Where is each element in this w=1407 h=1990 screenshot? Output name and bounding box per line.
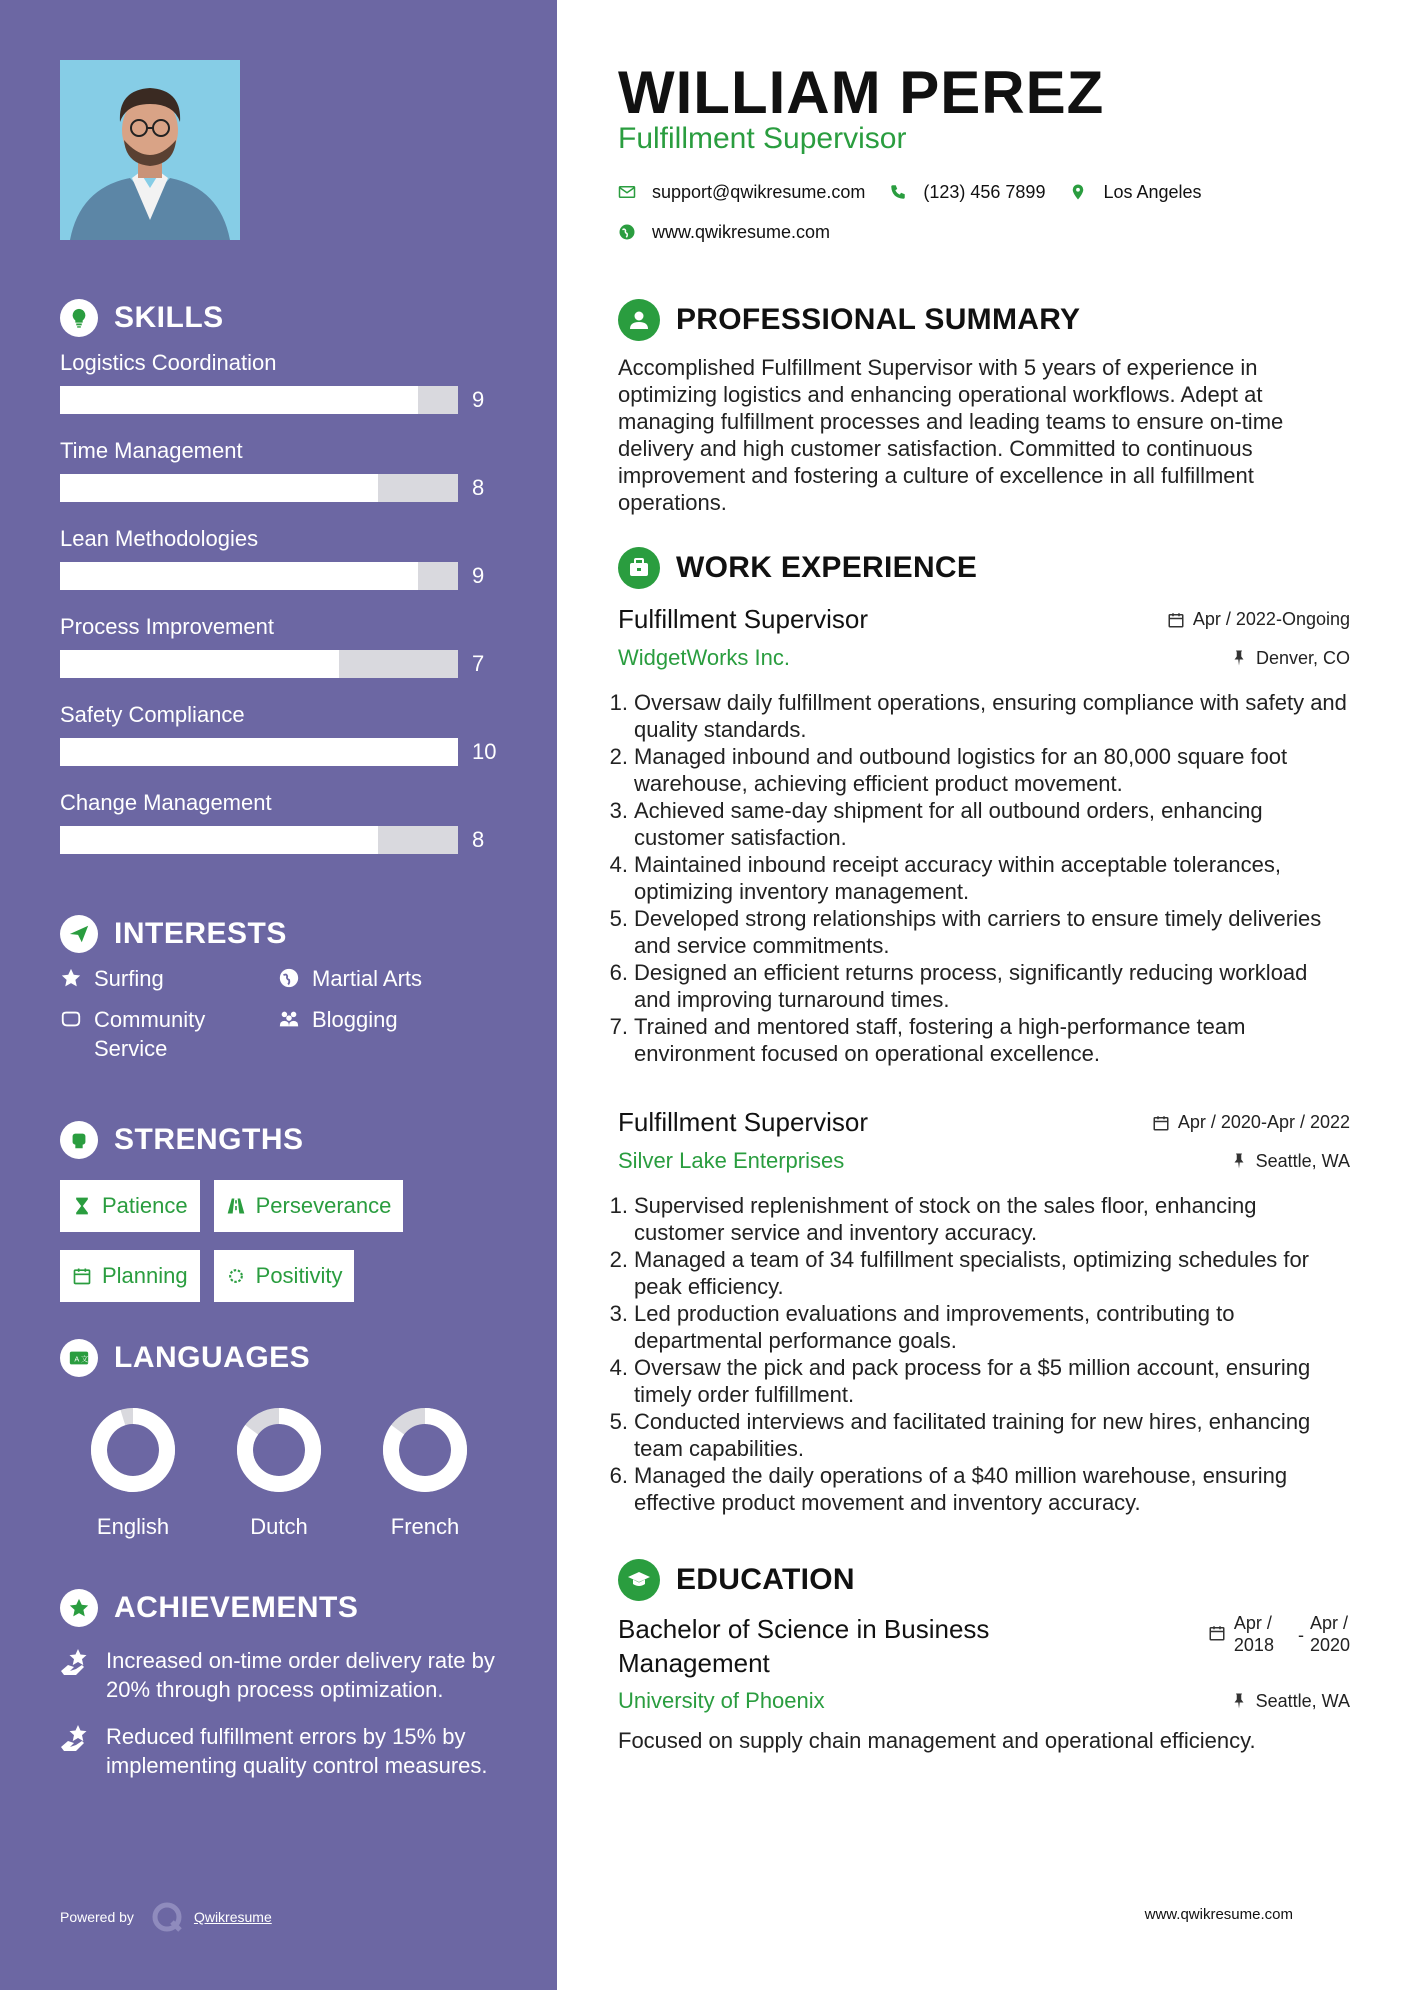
edu-date-dash: -: [1297, 1625, 1304, 1645]
graduation-cap-icon: [618, 1559, 660, 1601]
powered-label: Powered by: [60, 1909, 134, 1925]
pin-icon: [1230, 649, 1256, 667]
education-header: [618, 1558, 1350, 1602]
people-icon: [278, 1008, 300, 1030]
globe-icon: [278, 967, 300, 989]
candidate-name: WILLIAM PEREZ: [618, 59, 1105, 126]
language-item: [60, 1406, 206, 1540]
trophy-hand-icon: [60, 1723, 92, 1753]
strength-chip: [60, 1250, 200, 1302]
duty-number: 3.: [609, 798, 628, 823]
paper-plane-icon: [60, 915, 98, 953]
language-ring-fill: [99, 1416, 167, 1484]
edu-end-year: 2020: [1309, 1635, 1350, 1655]
duty-text: Maintained inbound receipt accuracy within acceptable tolerances, optimizing inventory management.: [634, 852, 1281, 904]
duty-item: [609, 797, 1350, 851]
strength-chip: [214, 1250, 355, 1302]
strengths-header: [60, 1120, 500, 1160]
sidebar: [0, 0, 557, 1990]
strength-chip: [60, 1180, 200, 1232]
briefcase-icon: [618, 547, 660, 589]
duty-item: [609, 959, 1350, 1013]
school-location: [1230, 1691, 1350, 1712]
contact-email[interactable]: [618, 182, 865, 203]
skill-name: Time Management: [60, 438, 243, 463]
duty-number: 7.: [609, 1014, 628, 1039]
skills-title: SKILLS: [114, 301, 224, 334]
achievements-title: ACHIEVEMENTS: [114, 1591, 359, 1624]
qwikresume-logo-icon: [150, 1900, 184, 1934]
skill-level-fill: [60, 650, 339, 678]
duty-number: 6.: [609, 1463, 628, 1488]
job-location: [1230, 648, 1350, 669]
experience-header: [618, 546, 1350, 590]
strengths-list: [60, 1180, 500, 1302]
duty-text: Developed strong relationships with carriers to ensure timely deliveries and service commitments.: [634, 906, 1322, 958]
language-name: English: [96, 1514, 170, 1539]
education-description: Focused on supply chain management and operational efficiency.: [618, 1728, 1256, 1753]
duty-item: [609, 1013, 1350, 1067]
job-title: Fulfillment Supervisor: [618, 604, 868, 634]
duty-text: Oversaw daily fulfillment operations, ensuring compliance with safety and quality standards.: [634, 690, 1347, 742]
skill-level-bar: [60, 826, 458, 854]
calendar-icon: [1167, 611, 1193, 629]
language-name: Dutch: [250, 1514, 308, 1539]
interest-label: Surfing: [94, 966, 164, 991]
footer-url[interactable]: www.qwikresume.com: [1144, 1906, 1293, 1923]
interest-label: Blogging: [312, 1007, 398, 1032]
job-dates-text: Apr / 2020-Apr / 2022: [1177, 1112, 1350, 1132]
interests-header: [60, 914, 500, 954]
lightbulb-icon: [60, 299, 98, 337]
degree-title: Bachelor of Science in Business Management: [618, 1614, 990, 1678]
language-name: French: [390, 1514, 460, 1539]
strength-label: Planning: [102, 1263, 188, 1288]
map-pin-icon: [1069, 183, 1087, 201]
calendar-icon: [1152, 1114, 1178, 1132]
edu-end-month: Apr /: [1309, 1613, 1348, 1633]
skill-name: Process Improvement: [60, 614, 274, 639]
achievements-section: [60, 1588, 500, 1780]
skill-score: 9: [472, 563, 485, 588]
duty-number: 4.: [609, 852, 628, 877]
duty-text: Conducted interviews and facilitated training for new hires, enhancing team capabilities.: [634, 1409, 1311, 1461]
education-section: [618, 1558, 1350, 1754]
duty-item: [609, 743, 1350, 797]
duty-item: [609, 1462, 1350, 1516]
envelope-icon: [618, 183, 636, 201]
summary-title: PROFESSIONAL SUMMARY: [676, 303, 1081, 336]
user-icon: [618, 299, 660, 341]
language-level-ring: [381, 1406, 469, 1494]
contact-website[interactable]: [618, 222, 830, 243]
strength-chip: [214, 1180, 404, 1232]
job-entry: [609, 1107, 1350, 1516]
duty-text: Achieved same-day shipment for all outbound orders, enhancing customer satisfaction.: [634, 798, 1263, 850]
experience-section: [609, 546, 1350, 1516]
duty-number: 1.: [609, 1193, 628, 1218]
achievement-text: Increased on-time order delivery rate by 20% through process optimization.: [106, 1648, 495, 1702]
skill-level-fill: [60, 826, 378, 854]
strength-label: Patience: [102, 1193, 188, 1218]
phone-text: (123) 456 7899: [923, 181, 1046, 202]
summary-text: Accomplished Fulfillment Supervisor with 5 years of experience in optimizing logistics and enhancing operational workflows. Adept at managing fulfillment processes and leading teams to ensure on-time delivery and high customer satisfaction. Committed to continuous improvement and fostering a culture of excellence in all fulfillment operations.: [618, 355, 1284, 515]
interest-item: [278, 1005, 496, 1063]
sun-icon: [226, 1266, 256, 1286]
skill-level-bar: [60, 386, 458, 414]
contact-location: [1069, 182, 1201, 203]
calendar-icon: [72, 1266, 102, 1286]
interests-title: INTERESTS: [114, 917, 287, 950]
strength-label: Perseverance: [255, 1193, 392, 1218]
language-level-ring: [235, 1406, 323, 1494]
achievement-item: [60, 1646, 500, 1704]
powered-by: [60, 1900, 272, 1934]
job-location: [1230, 1151, 1350, 1172]
skill-score: 8: [472, 475, 485, 500]
company-name: Silver Lake Enterprises: [618, 1148, 845, 1173]
skill-level-fill: [60, 738, 458, 766]
languages-list: [60, 1406, 500, 1540]
jobs-list: [609, 604, 1350, 1516]
duty-number: 2.: [609, 1247, 628, 1272]
duty-text: Managed a team of 34 fulfillment specialists, optimizing schedules for peak efficiency.: [634, 1247, 1310, 1299]
summary-section: [618, 298, 1350, 516]
education-dates: [1208, 1612, 1350, 1656]
website-text: www.qwikresume.com: [652, 221, 831, 242]
job-title: Fulfillment Supervisor: [618, 1107, 868, 1137]
interests-section: [60, 914, 500, 1063]
duty-number: 2.: [609, 744, 628, 769]
pin-icon: [1230, 1692, 1248, 1710]
duty-number: 3.: [609, 1301, 628, 1326]
skills-header: [60, 298, 500, 338]
job-location-text: Seattle, WA: [1255, 1150, 1350, 1171]
duties-list: [609, 689, 1350, 1067]
contact-phone[interactable]: [889, 182, 1045, 203]
skill-name: Logistics Coordination: [60, 350, 277, 375]
interest-item: [60, 964, 278, 993]
strengths-section: [60, 1120, 500, 1302]
duty-number: 1.: [609, 690, 628, 715]
contact-info: [618, 178, 1226, 258]
education-title: EDUCATION: [676, 1563, 855, 1596]
candidate-role: Fulfillment Supervisor: [618, 122, 907, 155]
summary-header: [618, 298, 1350, 342]
globe-icon: [618, 223, 636, 241]
skill-item: [60, 790, 500, 878]
interests-list: [60, 964, 500, 1063]
achievements-list: [60, 1646, 500, 1780]
job-entry: [609, 604, 1350, 1067]
job-dates: [1167, 609, 1350, 630]
duty-item: [609, 1408, 1350, 1462]
skill-level-bar: [60, 738, 458, 766]
languages-header: [60, 1338, 500, 1378]
skill-item: [60, 526, 500, 614]
duty-item: [609, 905, 1350, 959]
achievement-text: Reduced fulfillment errors by 15% by implementing quality control measures.: [106, 1724, 488, 1778]
duty-number: 4.: [609, 1355, 628, 1380]
skill-level-fill: [60, 562, 418, 590]
duty-text: Trained and mentored staff, fostering a high-performance team environment focused on operational excellence.: [634, 1014, 1246, 1066]
skill-item: [60, 702, 500, 790]
duty-text: Managed inbound and outbound logistics for an 80,000 square foot warehouse, achieving efficient product movement.: [634, 744, 1288, 796]
strengths-title: STRENGTHS: [114, 1123, 304, 1156]
skill-level-bar: [60, 562, 458, 590]
skill-name: Lean Methodologies: [60, 526, 259, 551]
skill-level-fill: [60, 386, 418, 414]
skill-score: 7: [472, 651, 485, 676]
achievements-header: [60, 1588, 500, 1628]
duty-text: Designed an efficient returns process, significantly reducing workload and improving turnaround times.: [634, 960, 1308, 1012]
location-text: Los Angeles: [1103, 181, 1202, 202]
duty-text: Oversaw the pick and pack process for a $5 million account, ensuring timely order fulfillment.: [634, 1355, 1311, 1407]
svg-text:文: 文: [80, 1354, 89, 1364]
road-icon: [226, 1196, 256, 1216]
skill-item: [60, 614, 500, 702]
star-icon: [60, 967, 82, 989]
powered-brand-link[interactable]: Qwikresume: [193, 1909, 272, 1925]
duty-item: [609, 851, 1350, 905]
school-name: University of Phoenix: [618, 1688, 825, 1713]
duty-item: [609, 1300, 1350, 1354]
language-item: [206, 1406, 352, 1540]
school-location-text: Seattle, WA: [1255, 1690, 1350, 1711]
trophy-hand-icon: [60, 1647, 92, 1677]
skill-item: [60, 350, 500, 438]
languages-section: [60, 1338, 500, 1540]
language-item: [352, 1406, 498, 1540]
duty-text: Led production evaluations and improvements, contributing to departmental performance goals.: [634, 1301, 1235, 1353]
interest-label: Martial Arts: [312, 966, 423, 991]
duty-text: Supervised replenishment of stock on the sales floor, enhancing customer service and inventory accuracy.: [634, 1193, 1257, 1245]
skill-level-fill: [60, 474, 378, 502]
skill-name: Safety Compliance: [60, 702, 245, 727]
profile-photo: [60, 60, 240, 240]
hand-icon: [60, 1008, 82, 1030]
email-text: support@qwikresume.com: [652, 181, 866, 202]
duty-number: 6.: [609, 960, 628, 985]
interest-label: Community Service: [94, 1007, 206, 1061]
skill-item: [60, 438, 500, 526]
duty-item: [609, 1354, 1350, 1408]
languages-title: LANGUAGES: [114, 1341, 311, 1374]
fist-icon: [60, 1121, 98, 1159]
svg-text:A: A: [74, 1354, 80, 1364]
experience-title: WORK EXPERIENCE: [676, 551, 978, 584]
strength-label: Positivity: [255, 1263, 343, 1288]
translate-icon: [60, 1339, 98, 1377]
achievement-item: [60, 1722, 500, 1780]
interest-item: [60, 1005, 278, 1063]
skills-section: [60, 298, 500, 878]
duty-number: 5.: [609, 906, 628, 931]
job-dates: [1152, 1112, 1350, 1133]
star-badge-icon: [60, 1589, 98, 1627]
skills-list: [60, 350, 500, 878]
calendar-icon: [1208, 1624, 1226, 1642]
interest-item: [278, 964, 496, 993]
skill-level-bar: [60, 650, 458, 678]
company-name: WidgetWorks Inc.: [618, 645, 790, 670]
job-dates-text: Apr / 2022-Ongoing: [1192, 609, 1350, 629]
skill-score: 8: [472, 827, 485, 852]
skill-score: 10: [472, 739, 497, 764]
duty-number: 5.: [609, 1409, 628, 1434]
skill-name: Change Management: [60, 790, 272, 815]
edu-start-month: Apr /: [1233, 1613, 1272, 1633]
duties-list: [609, 1192, 1350, 1516]
skill-score: 9: [472, 387, 485, 412]
hourglass-icon: [72, 1196, 102, 1216]
phone-icon: [889, 183, 907, 201]
language-level-ring: [89, 1406, 177, 1494]
job-location-text: Denver, CO: [1255, 647, 1350, 668]
pin-icon: [1230, 1152, 1256, 1170]
duty-item: [609, 1246, 1350, 1300]
skill-level-bar: [60, 474, 458, 502]
duty-item: [609, 1192, 1350, 1246]
duty-text: Managed the daily operations of a $40 million warehouse, ensuring effective product movement and inventory accuracy.: [634, 1463, 1288, 1515]
edu-start-year: 2018: [1233, 1635, 1274, 1655]
duty-item: [609, 689, 1350, 743]
